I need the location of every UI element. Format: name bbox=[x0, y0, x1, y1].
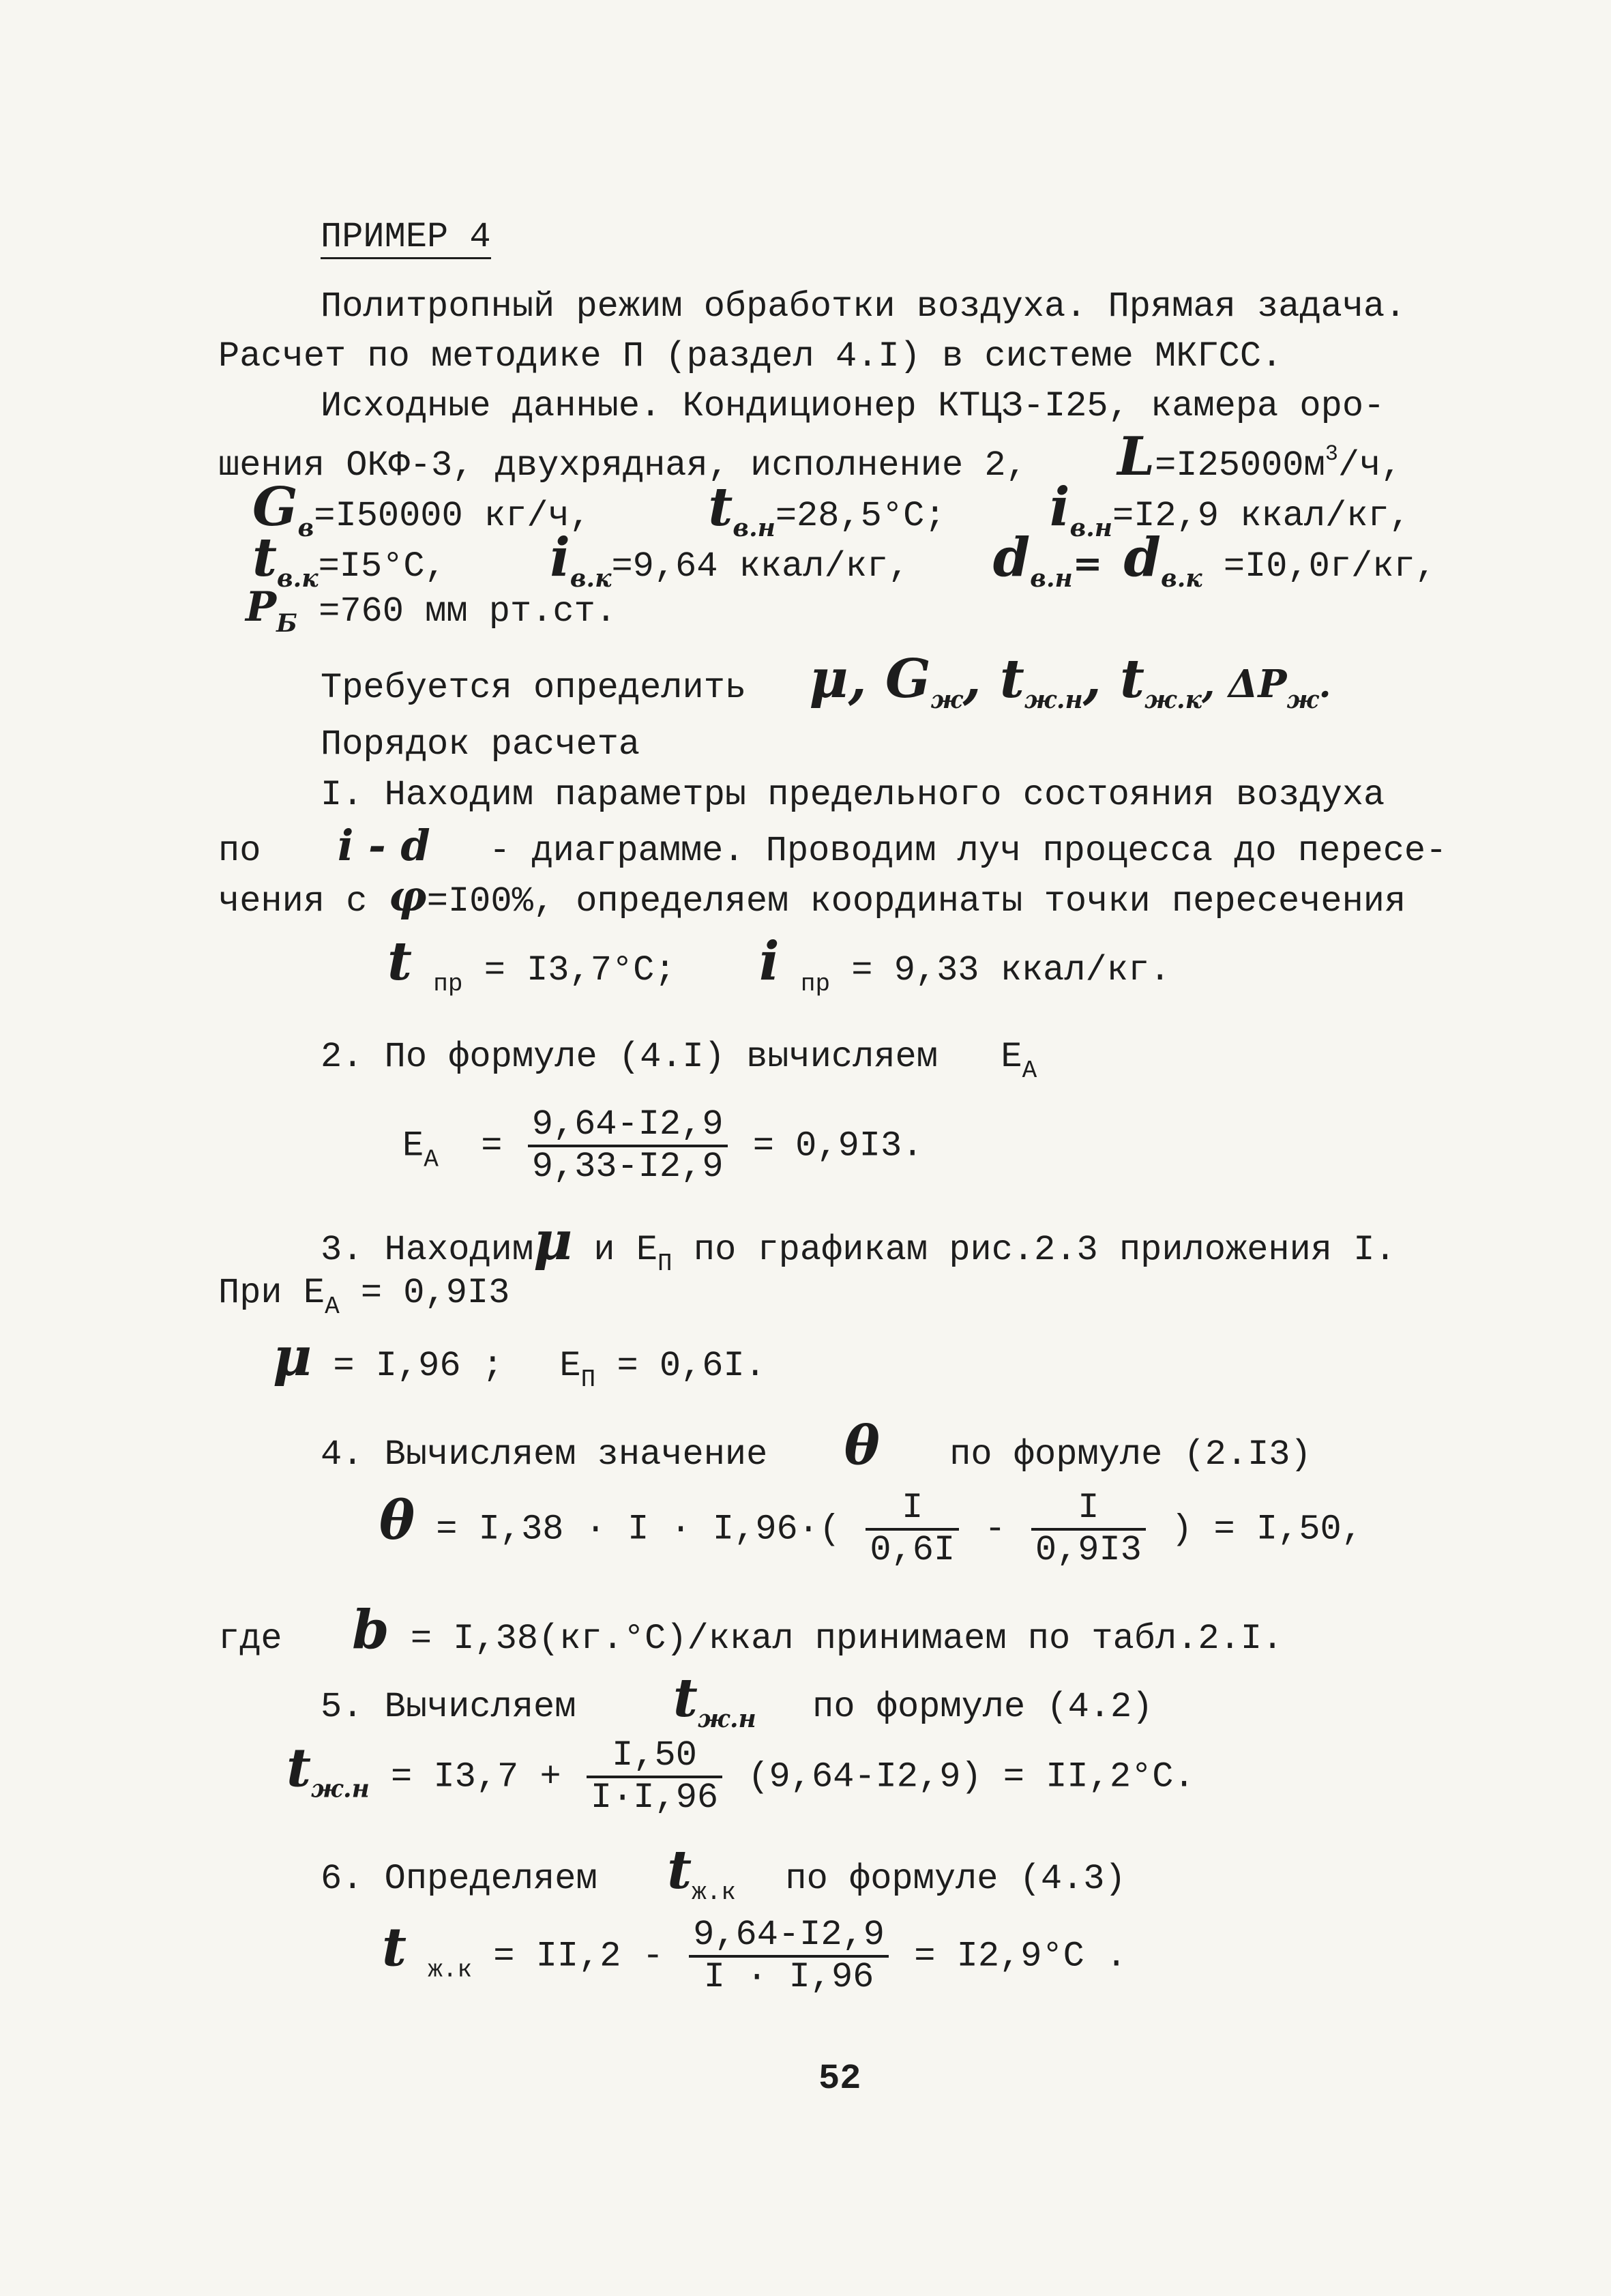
i-pr-symbol: i bbox=[758, 930, 780, 992]
En-subscript: П bbox=[657, 1250, 673, 1278]
given-line-1: Исходные данные. Кондиционер КТЦЗ-I25, камера оро- bbox=[321, 386, 1385, 426]
step3-EA-sub: A bbox=[325, 1293, 340, 1321]
t-zhk-symbol: t bbox=[667, 1839, 692, 1901]
step6-text-a: 6. Определяем bbox=[321, 1859, 597, 1899]
step2-numerator: 9,64-I2,9 bbox=[528, 1105, 728, 1147]
required-line bbox=[321, 648, 1331, 714]
step5-text-b: по формуле (4.2) bbox=[812, 1687, 1153, 1727]
mu-symbol: μ bbox=[533, 1210, 573, 1272]
i-d-symbol: i - d bbox=[337, 821, 430, 870]
step5-numerator: I,50 bbox=[587, 1736, 722, 1778]
step5-formula-sub: ж.н bbox=[311, 1774, 370, 1804]
required-sub-2: ж.н bbox=[1024, 686, 1083, 714]
step4-formula-a: = I,38 · I · I,96·( bbox=[436, 1509, 841, 1550]
EA-subscript: A bbox=[1022, 1057, 1037, 1085]
step4-text-b: по формуле (2.I3) bbox=[949, 1434, 1312, 1475]
step4-num-1: I bbox=[866, 1488, 959, 1531]
step5-formula-t: t bbox=[286, 1737, 312, 1799]
t-zhn-symbol: t bbox=[673, 1667, 698, 1729]
given-line-2 bbox=[218, 426, 1402, 488]
required-mu-G: μ, G bbox=[809, 648, 931, 710]
d-equals: = bbox=[1072, 543, 1103, 585]
formula-E: E bbox=[402, 1125, 424, 1166]
En-symbol: E bbox=[636, 1230, 658, 1270]
given-line-4 bbox=[252, 527, 1436, 593]
step6-formula-sub: ж.к bbox=[428, 1956, 473, 1984]
step2-formula: $E_A$ = $\frac{9,64-I2,9}{9,33-I2,9}$ = 0,9I3. bbox=[402, 1104, 923, 1187]
step2-line-1 bbox=[321, 1037, 1037, 1085]
G-subscript: в bbox=[297, 514, 314, 542]
required-period: . bbox=[1318, 664, 1331, 706]
tvn-value: =28,5°C; bbox=[775, 496, 946, 536]
required-label: Требуется определить bbox=[321, 668, 747, 708]
G-value: =I50000 кг/ч, bbox=[314, 496, 591, 536]
i-pr-value: = 9,33 ккал/кг. bbox=[851, 950, 1171, 990]
tvk-value: =I5°C, bbox=[318, 546, 446, 587]
step3-text-c: по графикам рис.2.3 приложения I. bbox=[693, 1230, 1396, 1270]
t-pr-symbol: t bbox=[387, 930, 413, 992]
required-t1: , t bbox=[962, 648, 1024, 710]
step5-formula-a: = I3,7 + bbox=[391, 1756, 561, 1797]
required-sub-1: ж bbox=[930, 686, 963, 714]
step4-minus: - bbox=[984, 1509, 1006, 1550]
step1-line-1: I. Находим параметры предельного состояния воздуха bbox=[321, 775, 1385, 815]
L-value: =I25000м bbox=[1155, 445, 1325, 486]
t-zhn-subscript: ж.н bbox=[697, 1705, 756, 1733]
step6-formula-t: t bbox=[382, 1916, 407, 1979]
ivn-subscript: в.н bbox=[1069, 514, 1112, 542]
ivk-value: =9,64 ккал/кг, bbox=[611, 546, 910, 587]
EA-symbol: E bbox=[1001, 1037, 1022, 1077]
step6-formula-b: = I2,9°C . bbox=[914, 1936, 1127, 1977]
ivn-symbol: i bbox=[1049, 476, 1070, 538]
intro-line-2: Расчет по методике П (раздел 4.I) в системе МКГСС. bbox=[218, 336, 1283, 377]
example-heading bbox=[321, 217, 491, 258]
step5-text-a: 5. Вычисляем bbox=[321, 1687, 576, 1727]
step2-result: = 0,9I3. bbox=[752, 1125, 923, 1166]
step4-text-a: 4. Вычисляем значение bbox=[321, 1434, 768, 1475]
given-line-3 bbox=[252, 476, 1410, 542]
step4-den-1: 0,6I bbox=[870, 1530, 956, 1570]
step3-En-value: = 0,6I. bbox=[617, 1346, 766, 1386]
required-t2: , t bbox=[1082, 648, 1145, 710]
step4-fraction-1 bbox=[866, 1488, 959, 1570]
step6-formula bbox=[382, 1915, 1127, 1997]
step6-text-b: по формуле (4.3) bbox=[785, 1859, 1126, 1899]
ivk-symbol: i bbox=[550, 527, 570, 589]
step6-denominator: I · I,96 bbox=[703, 1957, 874, 1997]
dvk-subscript: в.к bbox=[1161, 564, 1202, 593]
L-unit: /ч, bbox=[1337, 445, 1402, 486]
i-pr-subscript: пр bbox=[800, 970, 831, 998]
step3-text-a: 3. Находим bbox=[321, 1230, 534, 1270]
step1-result bbox=[387, 930, 1171, 998]
given-line-5 bbox=[246, 583, 617, 638]
step4-den-2: 0,9I3 bbox=[1035, 1530, 1142, 1570]
step6-fraction bbox=[689, 1915, 889, 1997]
step3-line-2a: При bbox=[218, 1273, 282, 1313]
pb-value: =760 мм рт.ст. bbox=[319, 591, 617, 632]
where-label: где bbox=[218, 1619, 282, 1659]
L-superscript: 3 bbox=[1325, 441, 1338, 467]
page-number: 52 bbox=[818, 2059, 861, 2099]
theta-symbol: θ bbox=[844, 1415, 880, 1477]
step1-line-3b: =I00%, определяем координаты точки пересечения bbox=[426, 881, 1406, 922]
formula-theta: θ bbox=[379, 1489, 415, 1552]
step5-denominator: I·I,96 bbox=[590, 1778, 719, 1818]
step1-line-2b: - диаграмме. Проводим луч процесса до пересе- bbox=[489, 831, 1447, 871]
tvn-subscript: в.н bbox=[733, 514, 775, 542]
b-symbol: b bbox=[352, 1599, 389, 1661]
where-text: = I,38(кг.°C)/ккал принимаем по табл.2.I. bbox=[410, 1619, 1284, 1659]
ivk-subscript: в.к bbox=[570, 564, 612, 593]
step1-line-2a: по bbox=[218, 831, 261, 871]
step1-line-3 bbox=[218, 871, 1406, 922]
step4-formula bbox=[379, 1488, 1363, 1570]
step3-line-2b: = 0,9I3 bbox=[360, 1273, 510, 1313]
step3-mu: μ bbox=[273, 1326, 312, 1388]
L-symbol: L bbox=[1117, 426, 1155, 488]
given-line-2-text: шения ОКФ-3, двухрядная, исполнение 2, bbox=[218, 445, 1027, 486]
intro-line-1: Политропный режим обработки воздуха. Прямая задача. bbox=[321, 286, 1406, 327]
step3-line-1 bbox=[321, 1210, 1396, 1278]
heading-text: ПРИМЕР 4 bbox=[321, 217, 491, 259]
required-sub-4: ж bbox=[1286, 686, 1319, 714]
dvn-subscript: в.н bbox=[1030, 564, 1073, 593]
dvk-symbol: d bbox=[1123, 527, 1162, 589]
t-zhk-subscript: ж.к bbox=[692, 1879, 736, 1907]
order-heading: Порядок расчета bbox=[321, 724, 640, 765]
step3-result bbox=[273, 1326, 766, 1394]
step1-line-3a: чения с bbox=[218, 881, 368, 922]
phi-symbol: φ bbox=[388, 871, 427, 921]
step3-mu-value: = I,96 ; bbox=[333, 1346, 503, 1386]
step5-line-1 bbox=[321, 1667, 1153, 1733]
tvn-symbol: t bbox=[708, 476, 733, 538]
step3-line-2 bbox=[218, 1273, 510, 1321]
step5-formula bbox=[286, 1736, 1195, 1818]
step6-line-1 bbox=[321, 1839, 1126, 1907]
required-dp: , ΔP bbox=[1201, 662, 1287, 707]
tvk-symbol: t bbox=[252, 527, 278, 589]
step6-formula-a: = II,2 - bbox=[493, 1936, 664, 1977]
formula-E-sub: A bbox=[424, 1145, 439, 1174]
step1-line-2 bbox=[218, 821, 1447, 872]
required-sub-3: ж.к bbox=[1144, 686, 1202, 714]
pb-symbol: P bbox=[246, 583, 277, 631]
step4-num-2: I bbox=[1031, 1488, 1146, 1531]
step4-formula-b: ) = I,50, bbox=[1171, 1509, 1363, 1550]
t-pr-value: = I3,7°C; bbox=[484, 950, 676, 990]
step4-where bbox=[218, 1599, 1284, 1661]
step3-text-b: и bbox=[593, 1230, 615, 1270]
t-pr-subscript: пр bbox=[433, 970, 463, 998]
ivn-value: =I2,9 ккал/кг, bbox=[1112, 496, 1410, 536]
step3-En: E bbox=[559, 1346, 581, 1386]
step5-fraction bbox=[587, 1736, 722, 1818]
dvn-symbol: d bbox=[992, 527, 1031, 589]
step6-numerator: 9,64-I2,9 bbox=[689, 1915, 889, 1958]
step4-line-1 bbox=[321, 1415, 1312, 1477]
step3-EA: E bbox=[303, 1273, 325, 1313]
step2-denominator: 9,33-I2,9 bbox=[531, 1147, 724, 1187]
step3-En-sub: П bbox=[580, 1366, 596, 1394]
step2-text: 2. По формуле (4.I) вычисляем bbox=[321, 1037, 938, 1077]
step2-fraction bbox=[528, 1105, 728, 1187]
tvk-subscript: в.к bbox=[277, 564, 319, 593]
step4-fraction-2 bbox=[1031, 1488, 1146, 1570]
dvk-value: =I0,0г/кг, bbox=[1223, 546, 1436, 587]
step5-formula-b: (9,64-I2,9) = II,2°C. bbox=[748, 1756, 1195, 1797]
pb-subscript: Б bbox=[276, 609, 297, 638]
G-symbol: G bbox=[252, 476, 298, 538]
